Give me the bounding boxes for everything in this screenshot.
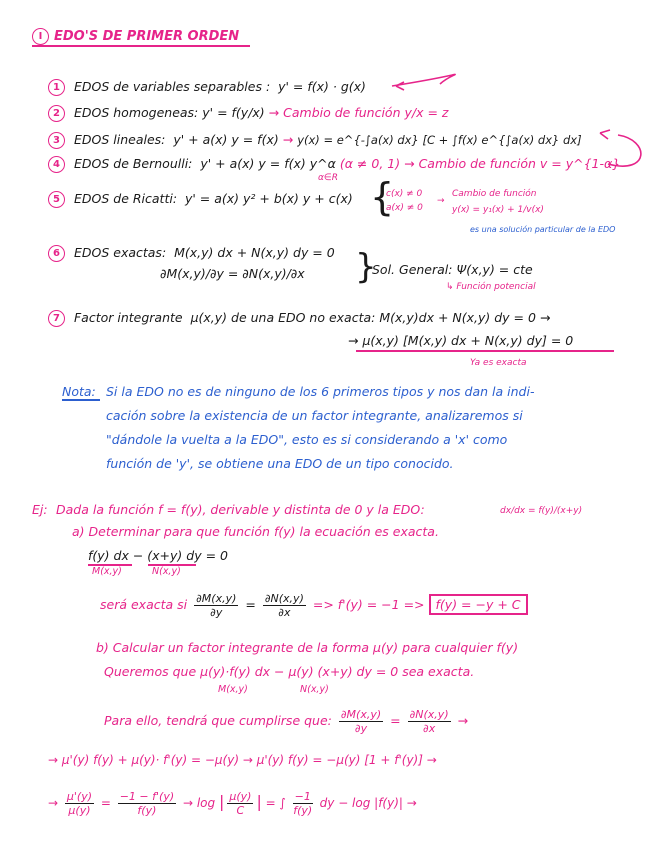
part-a-frac-N: $\frac{\partial N(x,y)}{\partial x}$: [264, 592, 304, 619]
item-4-note: Cambio de función v = y^{1-α}: [418, 156, 621, 171]
item-7-label: Factor integrante: [73, 310, 183, 325]
part-a-implication: => f'(y) = −1 =>: [312, 597, 425, 612]
part-b-line-5: → $\frac{\mu'(y)}{\mu(y)}$ = $\frac{-1 - f'(y)}{f(y)}$ → log | $\frac{\mu(y)}{C}$ | = ∫ $\frac{-1}{f(y)}$ dy − log |f(y)| →: [48, 790, 417, 817]
part-b-line-5-a: →: [48, 796, 59, 810]
part-a-result: f(y) = −y + C: [429, 594, 528, 615]
item-4-formula: y' + a(x) y = f(x) y^α: [200, 156, 336, 171]
item-4-number: 4: [48, 156, 65, 173]
item-5-brace: {: [370, 175, 395, 219]
nota-line-2: cación sobre la existencia de un factor integrante, analizaremos si: [106, 408, 523, 423]
example-label: Ej:: [32, 502, 48, 517]
item-6-brace: }: [355, 247, 377, 287]
item-7-equation-2-text: μ(x,y) [M(x,y) dx + N(x,y) dy] = 0: [362, 333, 574, 348]
item-1-label: EDOS de variables separables :: [73, 79, 271, 94]
item-2-label: EDOS homogeneas:: [73, 105, 199, 120]
item-7-equation: M(x,y)dx + N(x,y) dy = 0: [379, 310, 536, 325]
arrow-item-1: [392, 74, 455, 86]
part-b-line-5-b: → log: [182, 796, 216, 810]
item-5-arrow: →: [437, 196, 445, 206]
part-a-condition-text: será exacta si: [100, 597, 188, 612]
part-a-frac-M: $\frac{\partial M(x,y)}{\partial y}$: [196, 592, 237, 619]
part-a-condition: será exacta si $\frac{\partial M(x,y)}{\partial y}$ = $\frac{\partial N(x,y)}{\partial x}$ => f'(y) = −1 => f(y) = −y + C: [100, 592, 528, 619]
item-6-solution-value: Ψ(x,y) = cte: [456, 262, 533, 277]
item-3-formula: y' + a(x) y = f(x): [173, 132, 279, 147]
item-6-label: EDOS exactas:: [73, 245, 167, 260]
part-a-text: Determinar para que función f(y) la ecuación es exacta.: [88, 524, 439, 539]
item-5-cond-1: c(x) ≠ 0: [386, 189, 423, 199]
item-7-formula: μ(x,y) de una EDO no exacta:: [190, 310, 376, 325]
item-7-equation-2: → μ(x,y) [M(x,y) dx + N(x,y) dy] = 0: [348, 333, 574, 348]
part-a-label: a): [72, 524, 85, 539]
item-4-condition: (α ≠ 0, 1): [339, 156, 401, 171]
item-6-condition: ∂M(x,y)/∂y = ∂N(x,y)/∂x: [160, 266, 305, 281]
part-b-frac-log: $\frac{\mu(y)}{C}$: [229, 790, 252, 817]
item-5-cond-2: a(x) ≠ 0: [386, 203, 423, 213]
item-3-result: y(x) = e^{-∫a(x) dx} [C + ∫f(x) e^{∫a(x) dx} dx]: [297, 133, 582, 147]
item-6-number: 6: [48, 245, 65, 262]
item-6-solution-note: ↳ Función potencial: [446, 282, 536, 292]
part-b-N: N(x,y): [300, 684, 329, 695]
part-b-M: M(x,y): [218, 684, 248, 695]
item-5-subnote: es una solución particular de la EDO: [470, 225, 616, 234]
part-b-text-2: Queremos que μ(y)·f(y) dx − μ(y) (x+y) dy = 0 sea exacta.: [104, 664, 475, 679]
item-4-arrow: →: [404, 156, 415, 171]
part-b-line-5-c: = ∫: [265, 796, 286, 810]
item-3-number: 3: [48, 132, 65, 149]
example-intro: Dada la función f = f(y), derivable y distinta de 0 y la EDO:: [56, 502, 425, 517]
item-2-note: Cambio de función y/x = z: [283, 105, 449, 120]
part-b-text-3: Para ello, tendrá que cumplirse que: $\frac{\partial M(x,y)}{\partial y}$ = $\frac{\partial N(x,y)}{\partial x}$ →: [104, 708, 469, 735]
item-2-arrow: →: [268, 105, 280, 120]
part-b-frac-mu: $\frac{\mu'(y)}{\mu(y)}$: [66, 790, 93, 817]
item-6-solution-note-text: Función potencial: [456, 282, 536, 292]
item-4-condition-2: α∈R: [318, 173, 339, 183]
part-a-equation: f(y) dx − (x+y) dy = 0: [88, 548, 228, 563]
item-1-formula: y' = f(x) · g(x): [278, 79, 366, 94]
item-7-number: 7: [48, 310, 65, 327]
item-6-formula: M(x,y) dx + N(x,y) dy = 0: [174, 245, 335, 260]
part-b-frac-int: $\frac{-1}{f(y)}$: [293, 790, 313, 817]
part-b-text: Calcular un factor integrante de la forma μ(y) para cualquier f(y): [112, 640, 519, 655]
part-b-frac-M: $\frac{\partial M(x,y)}{\partial y}$: [340, 708, 382, 735]
part-b-frac-f: $\frac{-1 - f'(y)}{f(y)}$: [119, 790, 175, 817]
item-5-label: EDOS de Ricatti:: [73, 191, 178, 206]
part-b-line-4: → μ'(y) f(y) + μ(y)· f'(y) = −μ(y) → μ'(y) f(y) = −μ(y) [1 + f'(y)] →: [48, 753, 437, 767]
section-title-text: EDO'S DE PRIMER ORDEN: [54, 29, 240, 44]
item-6-solution-label: Sol. General:: [372, 262, 453, 277]
arrow-head-item-3: [600, 130, 610, 139]
item-7: 7 Factor integrante μ(x,y) de una EDO no exacta: M(x,y)dx + N(x,y) dy = 0 →: [48, 310, 550, 327]
item-3-arrow: →: [282, 132, 294, 147]
example-edo: dx/dx = f(y)/(x+y): [500, 506, 583, 516]
item-1-number: 1: [48, 79, 65, 96]
part-b-text-3-value: Para ello, tendrá que cumplirse que:: [104, 713, 332, 728]
part-b-line-5-d: dy − log |f(y)| →: [319, 796, 417, 810]
item-5-formula: y' = a(x) y² + b(x) y + c(x): [184, 191, 353, 206]
item-5-substitution: y(x) = y₁(x) + 1/v(x): [452, 205, 544, 215]
nota-line-3: "dándole la vuelta a la EDO", esto es si considerando a 'x' como: [106, 432, 508, 447]
nota-label: Nota:: [62, 384, 96, 399]
arrow-head-item-1: [396, 82, 404, 90]
part-a-M: M(x,y): [92, 566, 122, 577]
part-b-frac-N: $\frac{\partial N(x,y)}{\partial x}$: [409, 708, 449, 735]
item-3-label: EDOS lineales:: [73, 132, 166, 147]
item-5-note: Cambio de función: [452, 189, 537, 199]
nota-line-4: función de 'y', se obtiene una EDO de un tipo conocido.: [106, 456, 454, 471]
item-7-note: Ya es exacta: [470, 358, 527, 368]
nota-line-1: Si la EDO no es de ninguno de los 6 primeros tipos y nos dan la indi-: [106, 384, 535, 399]
item-2-formula: y' = f(y/x): [202, 105, 265, 120]
arrow-item-3-4: [608, 135, 641, 166]
item-5-number: 5: [48, 191, 65, 208]
section-number: I: [32, 28, 49, 45]
item-2-number: 2: [48, 105, 65, 122]
part-a-N: N(x,y): [152, 566, 181, 577]
part-b-label: b): [96, 640, 109, 655]
item-4-label: EDOS de Bernoulli:: [73, 156, 193, 171]
